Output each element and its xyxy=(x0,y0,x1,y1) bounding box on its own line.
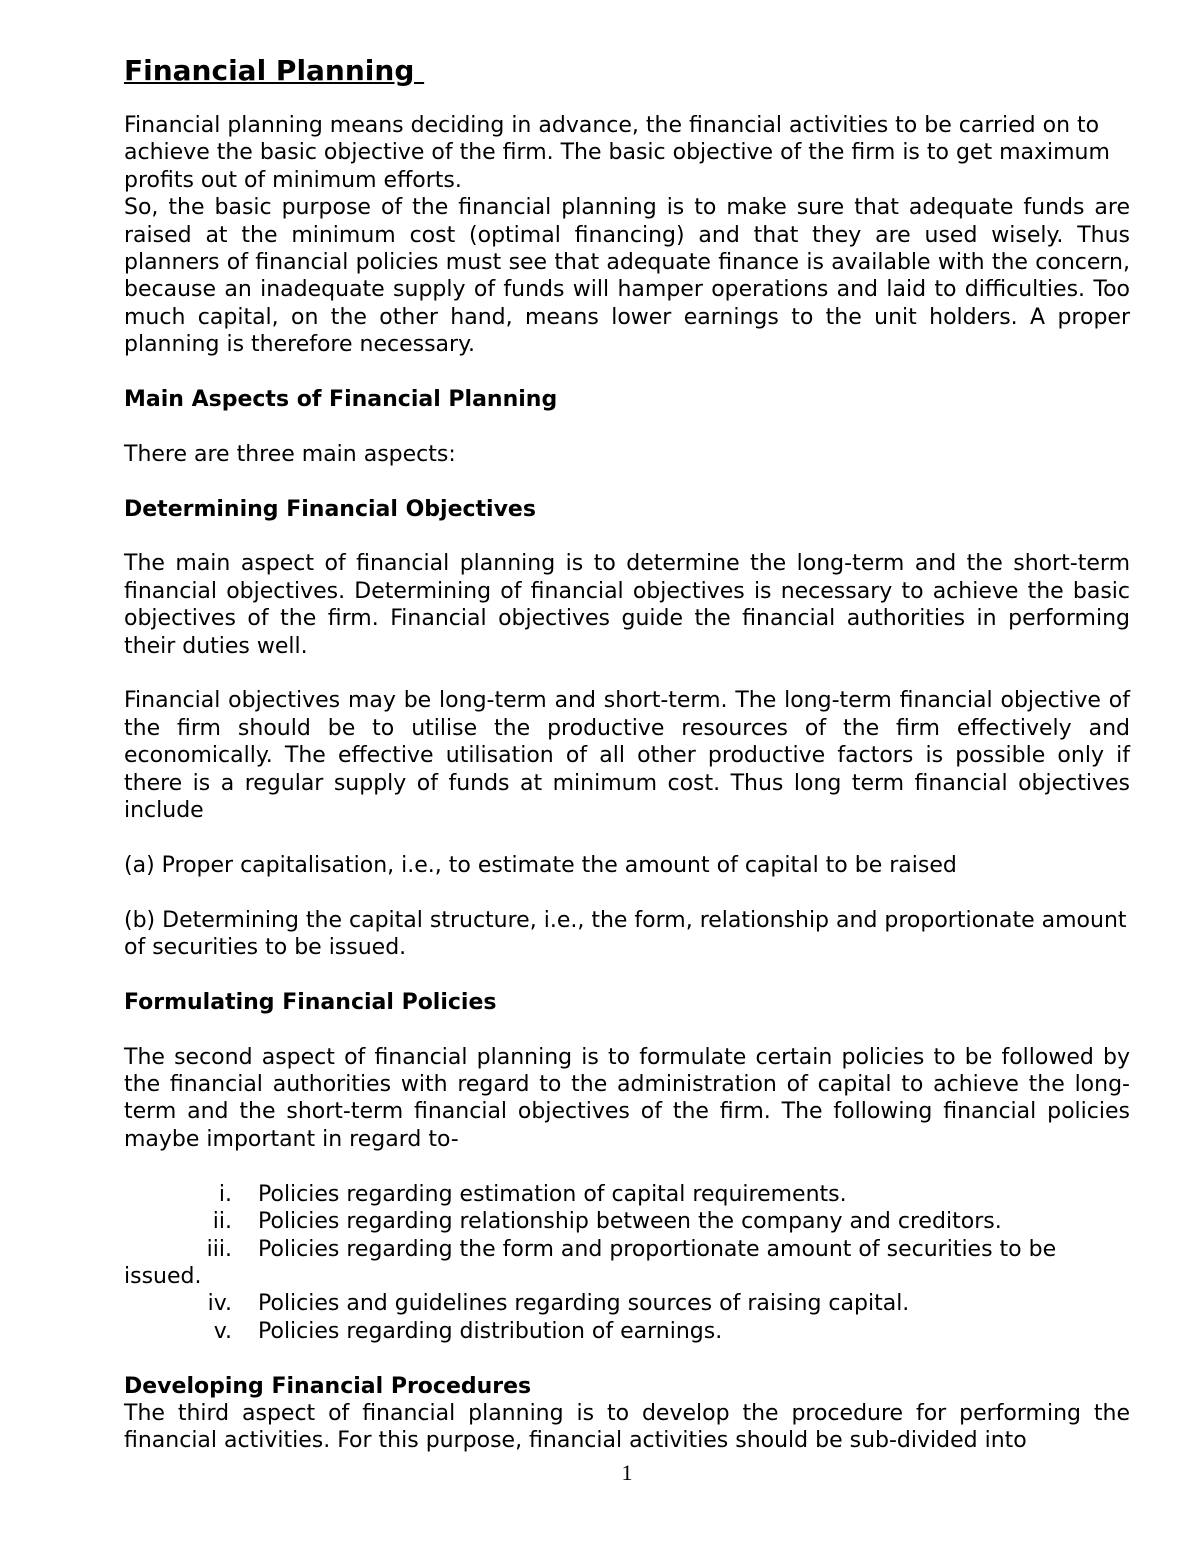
policies-paragraph: The second aspect of financial planning is to formulate certain policies to be followed by the financial authorities with regard to the administration of capital to achieve the long-term and the short-term financial objectives of the firm. The following financial policies maybe important in regard to- xyxy=(124,1044,1130,1152)
procedures-heading: Developing Financial Procedures xyxy=(124,1373,532,1399)
list-item-text: Policies regarding the form and proportionate amount of securities to be xyxy=(258,1236,1057,1262)
list-item-continuation: issued. xyxy=(124,1263,202,1289)
objectives-heading: Determining Financial Objectives xyxy=(124,496,536,522)
document-page xyxy=(124,52,1130,1455)
objectives-paragraph-2: Financial objectives may be long-term and short-term. The long-term financial objective of the firm should be to utilise the productive resources of the firm effectively and economically. The effective utilisation of all other productive factors is possible only if there is a regular supply of funds at minimum cost. Thus long term financial objectives include xyxy=(124,688,1130,824)
page-number: 1 xyxy=(621,1460,633,1485)
objective-item-a: (a) Proper capitalisation, i.e., to estimate the amount of capital to be raised xyxy=(124,852,957,878)
list-item-number: v. xyxy=(213,1318,232,1344)
main-aspects-heading: Main Aspects of Financial Planning xyxy=(124,387,558,413)
procedures-paragraph: The third aspect of financial planning is to develop the procedure for performing the financial activities. For this purpose, financial activities should be sub-divided into xyxy=(124,1400,1130,1454)
list-item-number: i. xyxy=(218,1181,232,1207)
objectives-paragraph-1: The main aspect of financial planning is to determine the long-term and the short-term financial objectives. Determining of financial objectives is necessary to achieve the basic objectives of the firm. Financial objectives guide the financial authorities in performing their duties well. xyxy=(124,551,1130,659)
list-item xyxy=(124,1318,1130,1345)
policies-list xyxy=(124,1181,1130,1345)
list-item-text: Policies regarding distribution of earnings. xyxy=(258,1318,723,1344)
list-item-number: ii. xyxy=(212,1209,232,1235)
intro-paragraph-2: So, the basic purpose of the financial planning is to make sure that adequate funds are raised at the minimum cost (optimal financing) and that they are used wisely. Thus planners of financial policies must see that adequate finance is available with the concern, because an inadequate supply of funds will hamper operations and laid to difficulties. Too much capital, on the other hand, means lower earnings to the unit holders. A proper planning is therefore necessary. xyxy=(124,195,1130,358)
intro-paragraph-1: Financial planning means deciding in advance, the financial activities to be carried on to achieve the basic objective of the firm. The basic objective of the firm is to get maximum profits out of minimum efforts. xyxy=(124,113,1110,193)
list-item-text: Policies and guidelines regarding sources of raising capital. xyxy=(258,1291,910,1317)
list-item-text: Policies regarding relationship between the company and creditors. xyxy=(258,1209,1002,1235)
page-title: Financial Planning xyxy=(124,54,425,87)
list-item-number: iii. xyxy=(206,1236,232,1262)
list-item xyxy=(124,1236,1130,1291)
objective-item-b: (b) Determining the capital structure, i.e., the form, relationship and proportionate amount of securities to be issued. xyxy=(124,907,1127,961)
list-item xyxy=(124,1290,1130,1317)
list-item xyxy=(124,1208,1130,1235)
policies-heading: Formulating Financial Policies xyxy=(124,989,497,1015)
list-item-text: Policies regarding estimation of capital requirements. xyxy=(258,1181,847,1207)
list-item xyxy=(124,1181,1130,1208)
main-aspects-text: There are three main aspects: xyxy=(124,441,456,467)
list-item-number: iv. xyxy=(207,1291,232,1317)
